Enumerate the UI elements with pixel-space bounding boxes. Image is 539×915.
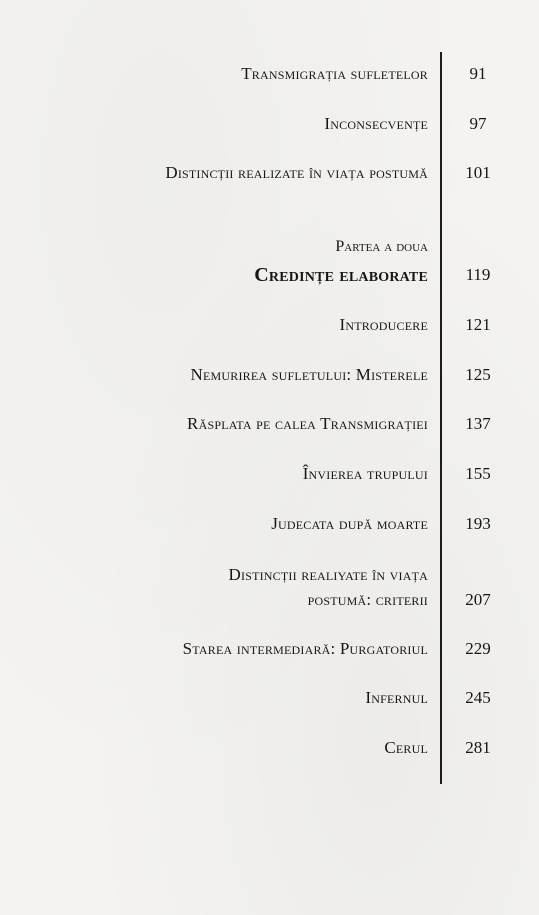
toc-entry-page: 193 [465, 514, 491, 533]
toc-entry-line1 [0, 562, 539, 588]
toc-entry [0, 160, 539, 186]
toc-entry-title: Infernul [365, 688, 428, 707]
toc-entry [0, 735, 539, 761]
toc-entry [0, 61, 539, 87]
toc-entry-title: Distincții realizate în viața postumă [165, 163, 428, 182]
toc-entry-page: 121 [465, 315, 491, 334]
toc-entry-title: Starea intermediară: Purgatoriul [182, 639, 428, 658]
toc-entry-title: Învierea trupului [302, 464, 428, 483]
toc-entry-title: Introducere [339, 315, 428, 334]
toc-entry [0, 111, 539, 137]
toc-entry-page: 245 [465, 688, 491, 707]
part-title: Credințe elaborate [254, 264, 428, 286]
toc-entry-title: postumă: criterii [307, 590, 428, 609]
toc-entry [0, 312, 539, 338]
toc-entry-page: 97 [469, 114, 487, 133]
toc-entry-title: Inconsecvențe [324, 114, 428, 133]
toc-entry-page: 137 [465, 414, 491, 433]
toc-entry-page: 229 [465, 639, 491, 658]
toc-entry [0, 362, 539, 388]
toc-entry [0, 511, 539, 537]
toc-entry-title: Judecata după moarte [271, 514, 428, 533]
toc-entry-page: 91 [469, 64, 487, 83]
toc-entry-title: Răsplata pe calea Transmigrației [187, 414, 428, 433]
toc-entry-page: 155 [465, 464, 491, 483]
part-heading [0, 262, 539, 288]
toc-entry-page: 281 [465, 738, 491, 757]
toc-entry-page: 125 [465, 365, 491, 384]
toc-entry [0, 636, 539, 662]
toc-entry-page: 207 [465, 590, 491, 609]
toc-entry [0, 685, 539, 711]
part-label: Partea a doua [335, 238, 428, 255]
toc-entry [0, 411, 539, 437]
toc-entry-line2 [0, 587, 539, 613]
toc-entry [0, 461, 539, 487]
toc-entry-title: Distincții realiyate în viața [228, 565, 428, 584]
part-page: 119 [465, 265, 491, 284]
toc-entry-page: 101 [465, 163, 491, 182]
toc-entry-title: Nemurirea sufletului: Misterele [190, 365, 428, 384]
toc-entry-title: Cerul [384, 738, 428, 757]
toc-entry-title: Transmigrația sufletelor [241, 64, 428, 83]
